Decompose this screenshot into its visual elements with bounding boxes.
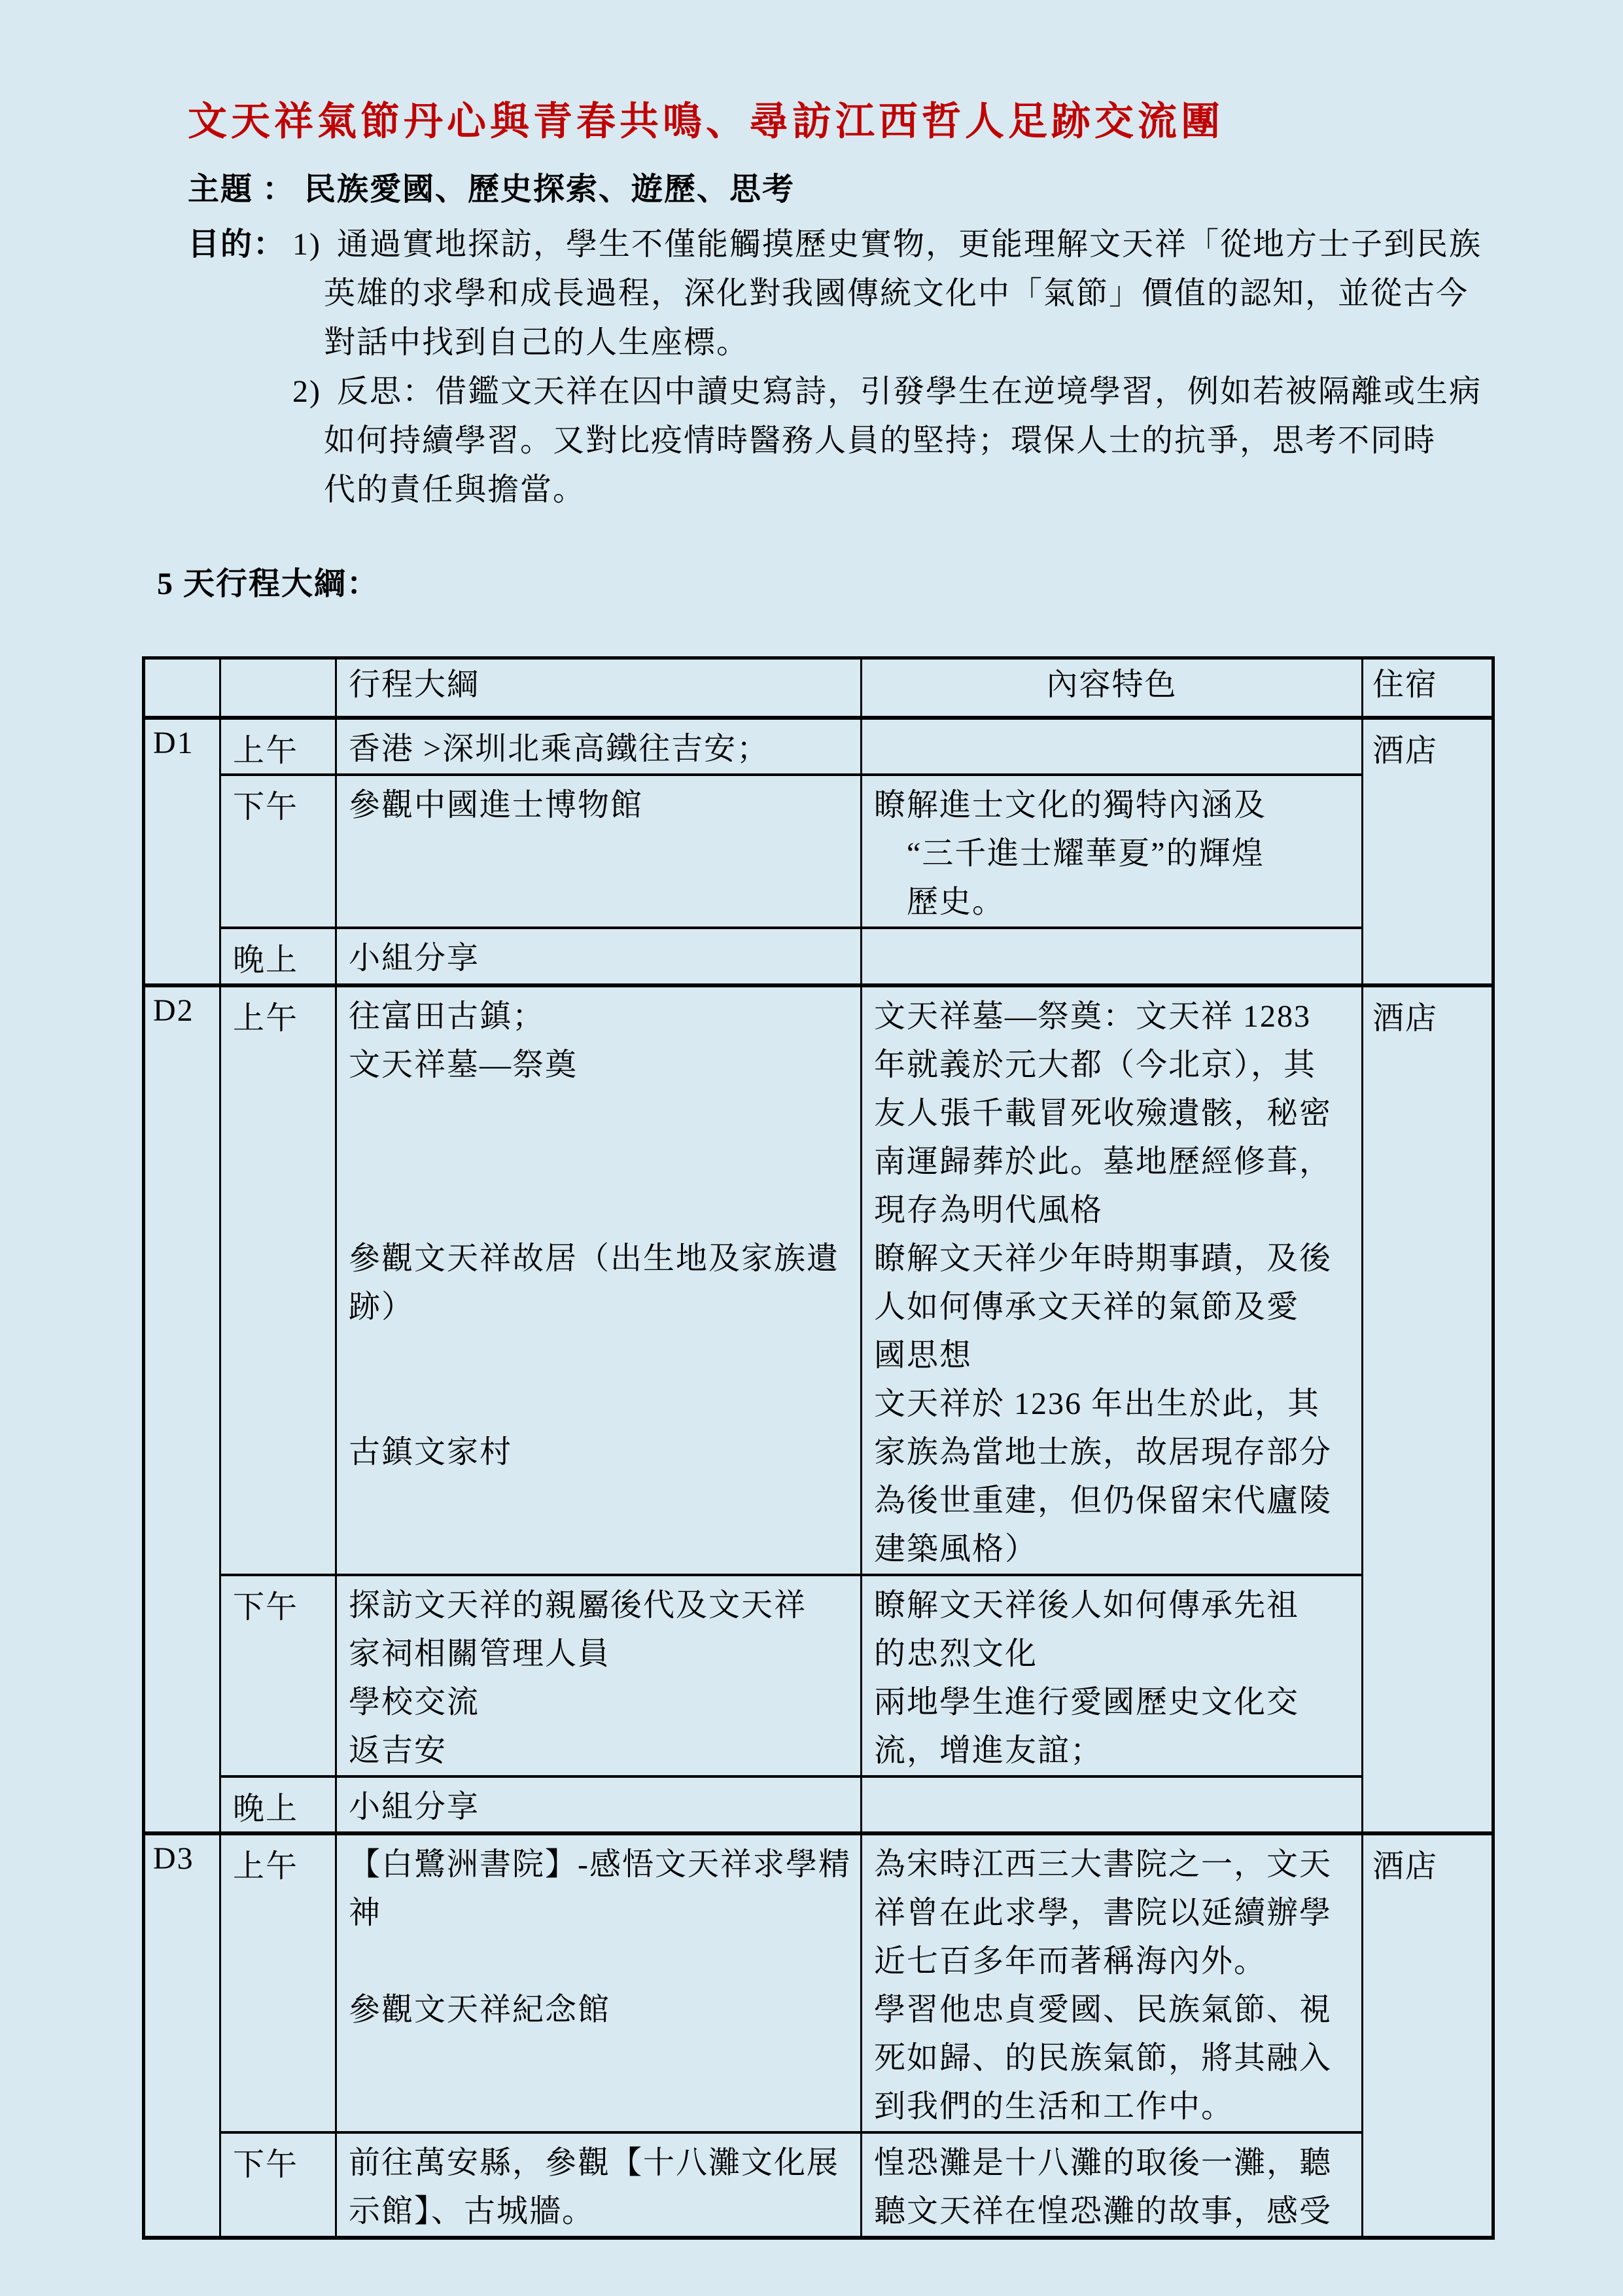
header-day-cell <box>144 658 220 718</box>
row-d3-morning <box>144 1833 1493 2132</box>
goal-1-line-2: 英雄的求學和成長過程，深化對我國傳統文化中「氣節」價值的認知，並從古今 <box>324 276 1469 311</box>
header-time-cell <box>220 658 336 718</box>
features-cell <box>862 1833 1363 2132</box>
features-cell <box>862 985 1363 1575</box>
time-cell: 上午 <box>220 718 336 775</box>
cell-line: 歷史。 <box>874 885 1005 919</box>
cell-line: 的忠烈文化 <box>874 1636 1038 1671</box>
cell-line: 小組分享 <box>349 941 480 976</box>
row-d1-morning <box>144 718 1493 775</box>
schedule-heading: 5 天行程大綱： <box>157 567 380 601</box>
goal-2-number: 2) <box>292 374 321 409</box>
cell-line: 為宋時江西三大書院之一，文天 <box>874 1847 1333 1882</box>
cell-line <box>349 1089 860 1138</box>
cell-line: 學校交流 <box>349 1685 480 1720</box>
time-cell: 下午 <box>220 2132 336 2238</box>
cell-line: 家祠相關管理人員 <box>349 1636 611 1671</box>
row-d1-afternoon <box>144 775 1493 928</box>
cell-line: 瞭解文天祥後人如何傳承先祖 <box>874 1588 1300 1623</box>
cell-line <box>349 1477 860 1525</box>
features-cell <box>862 2132 1363 2238</box>
cell-line: 返吉安 <box>349 1733 447 1768</box>
cell-line: 參觀文天祥故居（出生地及家族遺 <box>349 1241 840 1276</box>
cell-line: 古鎮文家村 <box>349 1435 513 1470</box>
cell-line: 跡） <box>349 1290 415 1324</box>
row-d2-afternoon <box>144 1575 1493 1776</box>
theme-label: 主題 ： <box>188 172 296 207</box>
col-header-outline: 行程大綱 <box>349 667 480 702</box>
day-label-d1: D1 <box>144 718 220 985</box>
features-cell <box>862 718 1363 775</box>
cell-line: 惶恐灘是十八灘的取後一灘，聽 <box>874 2146 1333 2180</box>
cell-line <box>349 1380 860 1428</box>
outline-cell <box>336 928 862 985</box>
features-cell <box>862 1776 1363 1833</box>
outline-cell <box>336 1776 862 1833</box>
cell-line: 南運歸葬於此。墓地歷經修葺， <box>874 1144 1333 1179</box>
cell-line: 文天祥墓—祭奠 <box>349 1048 578 1082</box>
cell-line: 兩地學生進行愛國歷史文化交 <box>874 1685 1300 1720</box>
features-cell <box>862 1575 1363 1776</box>
cell-line: 【白鷺洲書院】-感悟文天祥求學精 <box>349 1847 851 1882</box>
cell-line: 年就義於元大都（今北京），其 <box>874 1048 1317 1082</box>
row-d1-evening <box>144 928 1493 985</box>
stay-cell-d3: 酒店 <box>1363 1833 1493 2238</box>
time-cell: 晚上 <box>220 1776 336 1833</box>
goals-block <box>188 220 1482 514</box>
cell-line: 小組分享 <box>349 1790 480 1824</box>
time-cell: 下午 <box>220 1575 336 1776</box>
cell-line: 學習他忠貞愛國、民族氣節、視 <box>874 1992 1333 2027</box>
cell-line: 參觀文天祥紀念館 <box>349 1992 611 2027</box>
stay-cell-d1: 酒店 <box>1363 718 1493 985</box>
outline-cell <box>336 718 862 775</box>
day-label-d3: D3 <box>144 1833 220 2238</box>
cell-line <box>349 1525 860 1574</box>
cell-line: 到我們的生活和工作中。 <box>874 2089 1234 2124</box>
cell-line: 瞭解文天祥少年時期事蹟，及後 <box>874 1241 1333 1276</box>
outline-cell <box>336 775 862 928</box>
cell-line <box>349 1138 860 1186</box>
goal-2-line-1 <box>188 367 1482 416</box>
cell-line <box>349 1332 860 1380</box>
cell-line: 為後世重建，但仍保留宋代廬陵 <box>874 1483 1333 1518</box>
cell-line: 往富田古鎮； <box>349 999 546 1034</box>
cell-line <box>349 1186 860 1235</box>
cell-line: 近七百多年而著稱海內外。 <box>874 1944 1267 1979</box>
cell-line: 人如何傳承文天祥的氣節及愛 <box>874 1290 1300 1324</box>
row-d2-evening <box>144 1776 1493 1833</box>
cell-line: 祥曾在此求學，書院以延續辦學 <box>874 1896 1333 1930</box>
theme-line <box>188 164 795 209</box>
cell-line: 建築風格） <box>874 1532 1038 1566</box>
goal-1-line-1 <box>188 220 1482 269</box>
stay-cell-d2: 酒店 <box>1363 985 1493 1833</box>
goals-label: 目的： <box>188 227 287 262</box>
time-cell: 上午 <box>220 985 336 1575</box>
features-cell <box>862 775 1363 928</box>
goal-2-text: 反思：借鑑文天祥在囚中讀史寫詩，引發學生在逆境學習，例如若被隔離或生病 <box>336 374 1482 409</box>
col-header-stay: 住宿 <box>1372 667 1439 702</box>
cell-line: 現存為明代風格 <box>874 1193 1104 1227</box>
page-title: 文天祥氣節丹心與青春共鳴、尋訪江西哲人足跡交流團 <box>188 100 1224 143</box>
cell-line: 友人張千載冒死收殮遺骸，秘密 <box>874 1096 1333 1131</box>
cell-line: 瞭解進士文化的獨特內涵及 <box>874 788 1267 822</box>
outline-cell <box>336 2132 862 2238</box>
cell-line: 探訪文天祥的親屬後代及文天祥 <box>349 1588 807 1623</box>
row-d2-morning <box>144 985 1493 1575</box>
cell-line: 文天祥於 1236 年出生於此，其 <box>874 1386 1321 1421</box>
cell-line <box>349 2034 860 2083</box>
cell-line: 流，增進友誼； <box>874 1733 1104 1768</box>
cell-line: 參觀中國進士博物館 <box>349 788 644 822</box>
cell-line: 示館】、古城牆。 <box>349 2194 595 2229</box>
outline-cell <box>336 1575 862 1776</box>
time-cell: 晚上 <box>220 928 336 985</box>
itinerary-table <box>142 656 1495 2240</box>
cell-line: 神 <box>349 1896 382 1930</box>
cell-line: “三千進士耀華夏”的輝煌 <box>874 836 1265 871</box>
cell-line <box>349 1937 860 1986</box>
cell-line: 死如歸、的民族氣節，將其融入 <box>874 2041 1333 2075</box>
cell-line: 國思想 <box>874 1338 973 1373</box>
cell-line: 前往萬安縣，參觀【十八灘文化展 <box>349 2146 840 2180</box>
cell-line: 香港 >深圳北乘高鐵往吉安； <box>349 732 770 766</box>
time-cell: 上午 <box>220 1833 336 2132</box>
features-cell <box>862 928 1363 985</box>
theme-text: 民族愛國、歷史探索、遊歷、思考 <box>304 172 795 207</box>
row-d3-afternoon <box>144 2132 1493 2238</box>
goal-2-line-3: 代的責任與擔當。 <box>324 472 586 507</box>
goal-2-line-2: 如何持續學習。又對比疫情時醫務人員的堅持；環保人士的抗爭，思考不同時 <box>324 423 1437 458</box>
goal-1-number: 1) <box>292 227 321 262</box>
col-header-features: 內容特色 <box>1046 667 1178 702</box>
day-label-d2: D2 <box>144 985 220 1833</box>
outline-cell <box>336 985 862 1575</box>
goal-1-text: 通過實地探訪，學生不僅能觸摸歷史實物，更能理解文天祥「從地方士子到民族 <box>337 227 1482 262</box>
table-header-row <box>144 658 1493 718</box>
cell-line: 聽文天祥在惶恐灘的故事，感受 <box>874 2194 1333 2229</box>
cell-line: 家族為當地士族，故居現存部分 <box>874 1435 1333 1470</box>
time-cell: 下午 <box>220 775 336 928</box>
goal-1-line-3: 對話中找到自己的人生座標。 <box>324 325 750 360</box>
cell-line <box>349 2083 860 2131</box>
cell-line: 文天祥墓—祭奠：文天祥 1283 <box>874 999 1312 1034</box>
outline-cell <box>336 1833 862 2132</box>
